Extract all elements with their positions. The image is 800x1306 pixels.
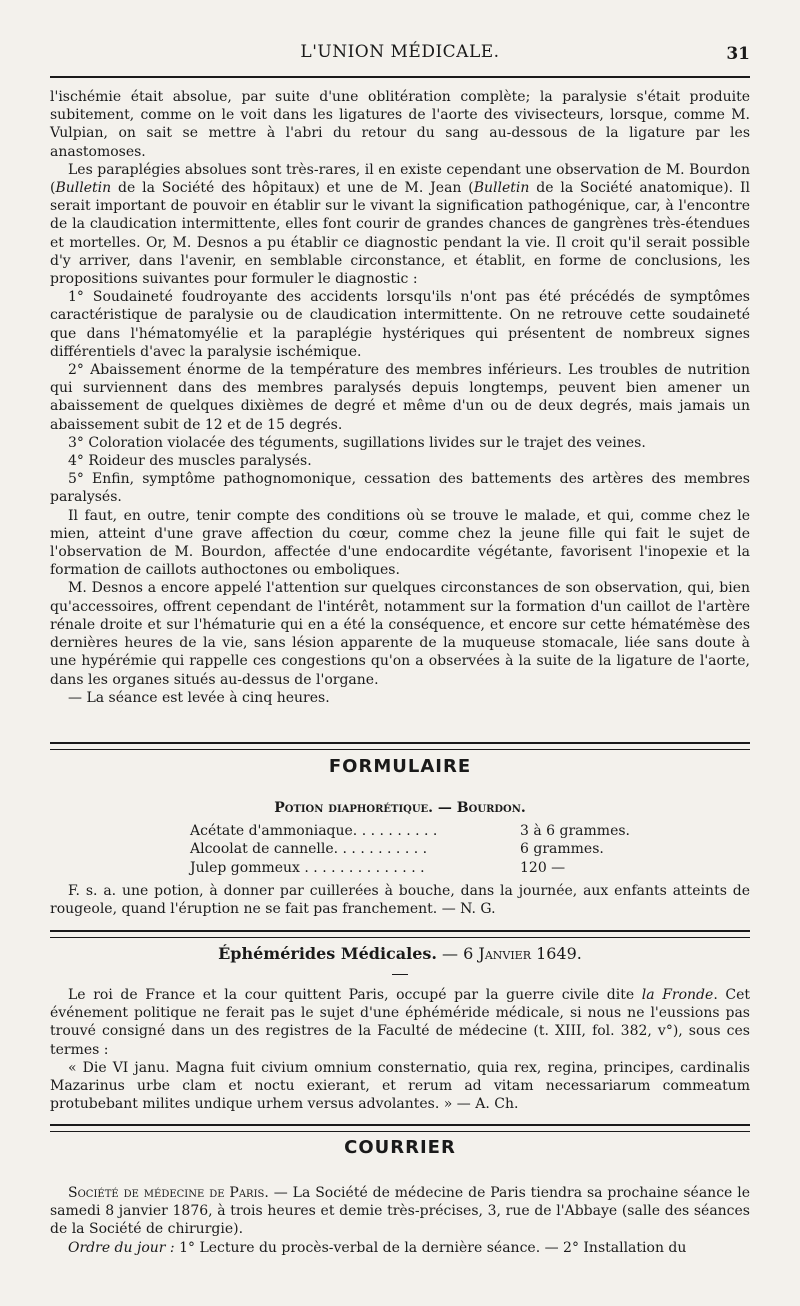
formulaire-title: FORMULAIRE <box>328 756 472 777</box>
courrier-title: COURRIER <box>344 1137 456 1158</box>
paragraph: M. Desnos a encore appelé l'attention sur quelques circonstances de son observation, qui, bien qu'accessoires, offrent cependant de l'intérêt, notamment sur la formation d'un caillot de l'artère rénale droite et sur l'hématurie qui en a été la conséquence, et encore sur cette hématémèse des dernières heures de la vie, sans lésion apparente de la muqueuse stomacale, liée sans doute à une hypérémie qui rappelle ces congestions qu'on a observées à la suite de la ligature de l'aorte, dans les organes situés au-dessus de l'organe. <box>50 580 750 688</box>
paragraph: 3° Coloration violacée des téguments, sugillations livides sur le trajet des veines. <box>68 434 646 451</box>
ingredient-quantity: 3 à 6 grammes. <box>520 823 630 839</box>
paragraph: Société de médecine de Paris. — La Société de médecine de Paris tiendra sa prochaine séance le samedi 8 janvier 1876, à trois heures et demie très-précises, 3, rue de l'Abbaye (salle des séances de la Société de chirurgie). <box>50 1185 750 1238</box>
section-divider <box>50 742 750 750</box>
paragraph: « Die VI janu. Magna fuit civium omnium consternatio, quia rex, regina, principes, cardinalis Mazarinus urbe clam et noctu exierant, et rerum ad vitam necessariarum commeatum protubebant milites undique urhem versus advolantes. » — A. Ch. <box>50 1059 750 1113</box>
paragraph: l'ischémie était absolue, par suite d'une oblitération complète; la paralysie s'était produite subitement, comme on le voit dans les ligatures de l'aorte des vivisecteurs, lorsque, comme M. Vulpian, on sait se mettre à l'abri du retour du sang au-dessous de la ligature par les anastomoses. <box>50 89 750 160</box>
paragraph: Ordre du jour : 1° Lecture du procès-verbal de la dernière séance. — 2° Installation du <box>68 1239 687 1256</box>
title-dash <box>392 974 408 975</box>
page-header <box>50 38 750 78</box>
section-divider <box>50 930 750 938</box>
ingredient-quantity: 120 — <box>520 859 566 876</box>
page-number: 31 <box>726 44 750 64</box>
paragraph: Les paraplégies absolues sont très-rares, il en existe cependant une observation de M. Bourdon (Bulletin de la Société des hôpitaux) et une de M. Jean (Bulletin de la Société anatomique). Il serait important de pouvoir en établir sur le vivant la signification pathogénique, car, à l'encontre de la claudication intermittente, elles font courir de grandes chances de gangrènes très-étendues et mortelles. Or, M. Desnos a pu établir ce diagnostic pendant la vie. Il croit qu'il serait possible d'y arriver, dans l'avenir, en semblable circonstance, et établit, en forme de conclusions, les propositions suivantes pour formuler le diagnostic : <box>50 161 750 288</box>
ingredient-quantity: 6 grammes. <box>520 841 604 858</box>
recipe-row <box>190 840 630 858</box>
recipe-list <box>190 822 630 877</box>
paragraph: 5° Enfin, symptôme pathognomonique, cessation des battements des artères des membres paralysés. <box>50 471 750 506</box>
ingredient-name: Acétate d'ammoniaque. . . . . . . . . . <box>190 823 438 839</box>
header-rule <box>50 76 750 78</box>
paragraph: Le roi de France et la cour quittent Paris, occupé par la guerre civile dite la Fronde. Cet événement politique ne ferait pas le sujet d'une éphéméride médicale, si nous ne l'eussions pas trouvé consigné dans un des registres de la Faculté de médecine (t. XIII, fol. 382, v°), sous ces termes : <box>50 987 750 1058</box>
recipe-row <box>190 822 630 840</box>
paragraph: — La séance est levée à cinq heures. <box>68 689 330 706</box>
ephemerides-title: Éphémérides Médicales. — 6 Janvier 1649. <box>218 944 582 963</box>
ephemerides-body <box>50 986 750 1113</box>
paragraph: 1° Soudaineté foudroyante des accidents lorsqu'ils n'ont pas été précédés de symptômes caractéristique de paralysie ou de claudication intermittente. On ne retrouve cette soudaineté que dans l'hématomyélie et la paraplégie hystériques qui présentent de nombreux signes différentiels d'avec la paralysie ischémique. <box>50 289 750 360</box>
paragraph: F. s. a. une potion, à donner par cuillerées à bouche, dans la journée, aux enfants atteints de rougeole, quand l'éruption ne se fait pas franchement. — N. G. <box>50 883 750 918</box>
section-divider <box>50 1124 750 1132</box>
paragraph: 2° Abaissement énorme de la température des membres inférieurs. Les troubles de nutrition qui surviennent dans des membres paralysés depuis longtemps, peuvent bien amener un abaissement de quelques dixièmes de degré et même d'un ou de deux degrés, mais jamais un abaissement subit de 12 et de 15 degrés. <box>50 362 750 433</box>
potion-title: Potion diaphorétique. — Bourdon. <box>274 800 526 816</box>
ingredient-name: Alcoolat de cannelle. . . . . . . . . . . <box>190 841 428 858</box>
courrier-body <box>50 1184 750 1257</box>
formulaire-note <box>50 882 750 918</box>
paragraph: 4° Roideur des muscles paralysés. <box>68 453 312 470</box>
recipe-row <box>190 859 630 877</box>
article-continuation <box>50 88 750 707</box>
paragraph: Il faut, en outre, tenir compte des conditions où se trouve le malade, et qui, comme chez le mien, atteint d'une grave affection du cœur, comme chez la jeune fille qui fait le sujet de l'observation de M. Bourdon, affectée d'une endocardite végétante, favorisent l'inopexie et la formation de caillots authoctones ou emboliques. <box>50 507 750 579</box>
ingredient-name: Julep gommeux . . . . . . . . . . . . . . <box>190 859 425 876</box>
running-title: L'UNION MÉDICALE. <box>300 42 500 62</box>
